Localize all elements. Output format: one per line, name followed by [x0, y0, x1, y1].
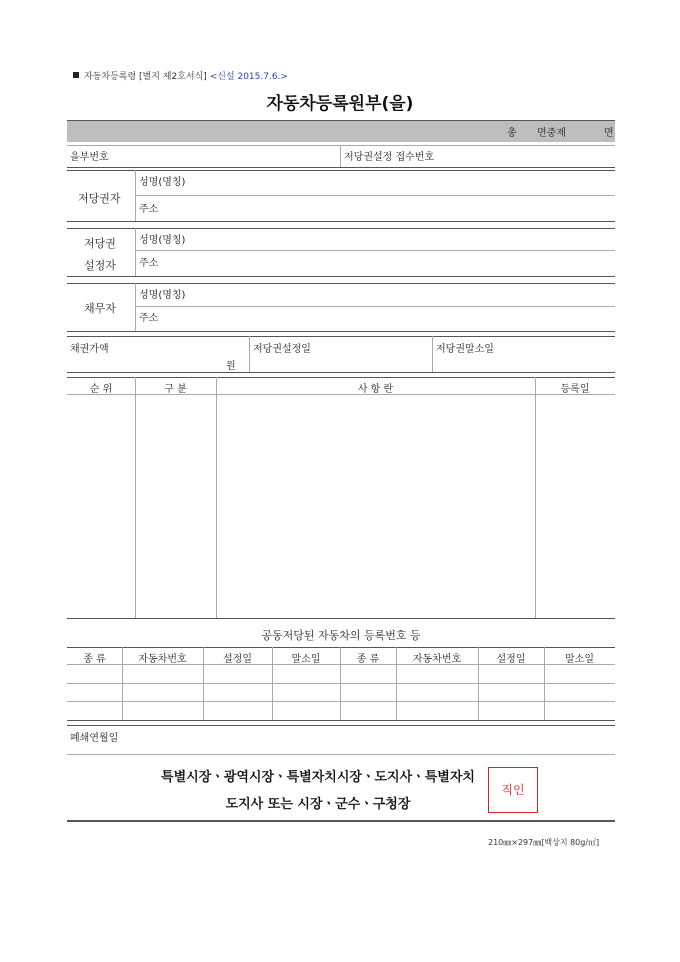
form-reference-line [73, 69, 288, 82]
divider [67, 276, 615, 277]
joint-header-car-number: 자동차번호 [138, 654, 187, 665]
joint-header-type-2: 종 류 [356, 654, 380, 665]
divider [67, 336, 615, 337]
joint-column-divider [478, 647, 479, 720]
document-title: 자동차등록원부(을) [266, 94, 414, 114]
joint-header-setting-date-2: 설정일 [496, 654, 526, 665]
joint-header-setting-date: 설정일 [223, 654, 252, 665]
page-count-bar [67, 120, 615, 142]
joint-header-cancel-date: 말소일 [291, 654, 321, 665]
setter-label-line1: 저당권 [84, 237, 116, 250]
mortgagee-address-label: 주소 [139, 204, 159, 215]
divider [432, 336, 433, 372]
divider [67, 701, 615, 702]
setting-date-label: 저당권설정일 [253, 344, 311, 355]
divider [67, 170, 615, 171]
mortgage-reg-number-label: 저당권설정 접수번호 [344, 152, 435, 163]
divider [67, 664, 615, 665]
divider [67, 647, 615, 648]
authority-line1: 특별시장ㆍ광역시장ㆍ특별자치시장ㆍ도지사ㆍ특별자치 [161, 770, 475, 785]
cancel-date-label: 저당권말소일 [436, 344, 494, 355]
claim-amount-label: 채권가액 [70, 344, 109, 355]
setter-label-line2: 설정자 [84, 259, 116, 272]
page-end-label: 면 [604, 128, 614, 139]
records-column-divider [535, 377, 536, 618]
authority-line2: 도지사 또는 시장ㆍ군수ㆍ구청장 [225, 797, 411, 812]
joint-header-type: 종 류 [83, 654, 106, 665]
mortgagee-name-label: 성명(명칭) [139, 177, 186, 188]
divider [67, 720, 615, 721]
page-middle-label: 면중제 [537, 128, 566, 139]
joint-column-divider [272, 647, 273, 720]
divider [249, 336, 250, 372]
divider [67, 283, 615, 284]
joint-column-divider [203, 647, 204, 720]
debtor-address-label: 주소 [139, 313, 159, 324]
mortgagee-label: 저당권자 [78, 192, 121, 205]
joint-column-divider [122, 647, 123, 720]
joint-header-car-number-2: 자동차번호 [412, 654, 462, 665]
divider [67, 725, 615, 726]
divider [67, 331, 615, 332]
won-unit-label: 원 [226, 361, 236, 372]
divider [135, 228, 136, 276]
eul-number-label: 을부번호 [70, 152, 109, 163]
setter-name-label: 성명(명칭) [139, 235, 186, 246]
records-header-category: 구 분 [164, 384, 187, 395]
divider [67, 754, 615, 755]
records-table-top [67, 377, 615, 378]
joint-column-divider [544, 647, 545, 720]
divider [67, 167, 615, 168]
records-header-reg-date: 등록일 [560, 384, 590, 395]
joint-column-divider [340, 647, 341, 720]
joint-header-cancel-date-2: 말소일 [565, 654, 594, 665]
joint-column-divider [396, 647, 397, 720]
records-header-rank: 순 위 [89, 384, 113, 395]
divider [67, 228, 615, 229]
records-column-divider [135, 377, 136, 618]
debtor-name-label: 성명(명칭) [139, 290, 186, 301]
setter-address-label: 주소 [139, 258, 159, 269]
divider [67, 221, 615, 222]
bullet-square-icon [73, 72, 79, 78]
official-seal-stamp: 직인 [488, 767, 538, 813]
records-table-bottom [67, 618, 615, 619]
divider [67, 372, 615, 373]
paper-spec-footer: 210㎜×297㎜[백상지 80g/㎡] [488, 838, 600, 847]
divider [67, 145, 615, 146]
divider [135, 195, 615, 196]
closing-date-label: 폐쇄연월일 [70, 733, 119, 744]
form-reference: 자동차등록령 [별지 제2호서식] [84, 72, 207, 82]
debtor-label: 채무자 [84, 302, 116, 315]
divider [67, 394, 615, 395]
divider [135, 283, 136, 331]
divider [340, 145, 341, 167]
records-header-details: 사 항 란 [357, 384, 394, 395]
page-total-label: 총 [507, 128, 517, 139]
divider [67, 820, 615, 822]
divider [135, 250, 615, 251]
revision-note: <신설 2015.7.6.> [209, 72, 288, 82]
records-column-divider [216, 377, 217, 618]
joint-mortgage-title: 공동저당된 자동차의 등록번호 등 [261, 629, 421, 642]
divider [67, 683, 615, 684]
divider [135, 306, 615, 307]
